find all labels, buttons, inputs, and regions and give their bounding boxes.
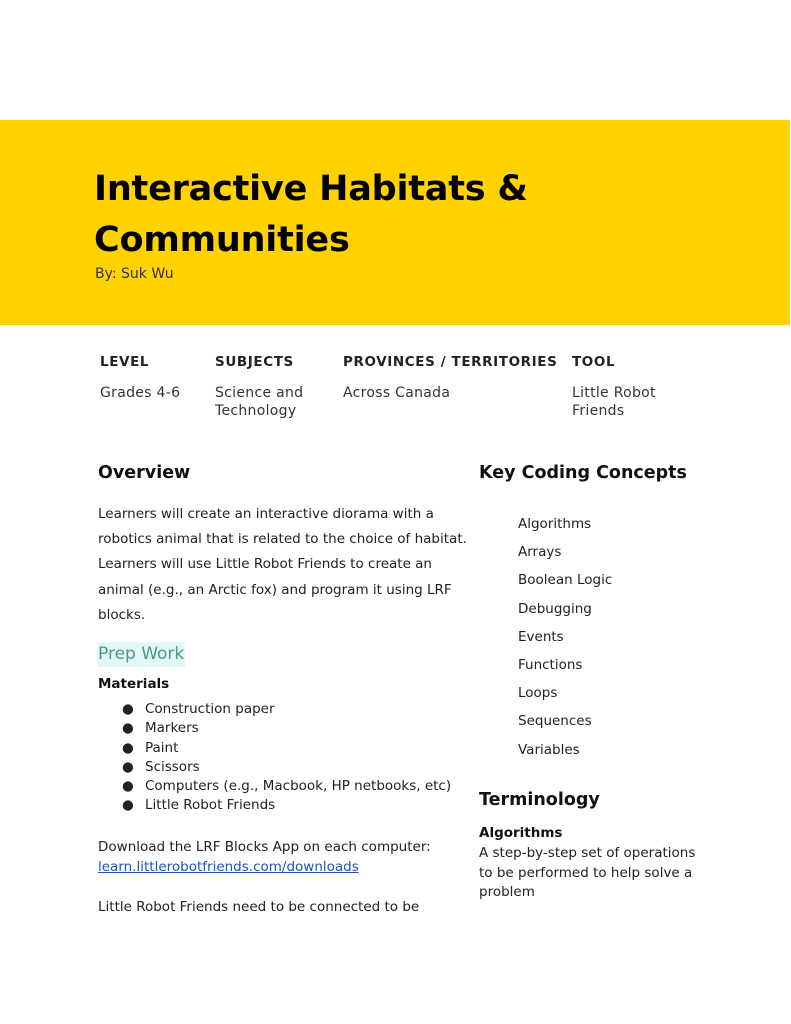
list-item [98,719,478,738]
bullet-icon: ● [122,778,134,795]
overview-body [98,502,468,628]
author-byline: By: Suk Wu [95,266,174,282]
overview-line: robotics animal that is related to the choice of habitat. [98,531,467,548]
material-label: Markers [145,720,199,737]
list-item: Sequences [518,713,592,730]
overview-line: animal (e.g., an Arctic fox) and program it using LRF [98,581,452,598]
meta-tool-label: TOOL [572,354,616,370]
overview-heading: Overview [98,463,191,483]
meta-subjects-value-line-1: Science and [215,385,304,401]
concepts-list [518,510,612,764]
prep-work-heading: Prep Work [97,642,185,667]
list-item: Boolean Logic [518,572,613,589]
meta-subjects-value [215,384,303,420]
list-item: Arrays [518,544,562,561]
meta-provinces [343,352,557,402]
page-title [94,164,694,266]
meta-level [100,352,180,402]
list-item [98,758,478,777]
connect-text: Little Robot Friends need to be connected to be [98,899,420,915]
meta-tool-value [572,384,656,420]
meta-tool-value-line-1: Little Robot [572,385,656,401]
list-item [98,739,478,758]
term-definition [479,844,709,903]
title-line-2: Communities [94,220,350,260]
material-label: Construction paper [145,701,275,717]
list-item: Loops [518,685,558,702]
list-item: Events [518,628,564,645]
meta-level-label: LEVEL [100,354,150,370]
download-instructions [98,838,478,877]
bullet-icon: ● [122,720,134,737]
overview-line: Learners will use Little Robot Friends to create an [98,556,432,573]
list-item: Functions [518,657,583,674]
overview-line: blocks. [98,606,146,623]
list-item [98,777,478,796]
title-line-1: Interactive Habitats & [94,169,528,209]
meta-subjects-label: SUBJECTS [215,354,294,370]
meta-provinces-value: Across Canada [343,385,451,401]
list-item: Debugging [518,600,592,617]
meta-level-value: Grades 4-6 [100,385,181,401]
meta-tool-value-line-2: Friends [572,403,625,419]
bullet-icon: ● [122,701,134,717]
meta-tool [572,352,656,420]
materials-list [98,700,478,816]
material-label: Little Robot Friends [145,797,276,814]
overview-line: Learners will create an interactive diorama with a [98,506,434,522]
meta-provinces-label: PROVINCES / TERRITORIES [343,354,558,370]
bullet-icon: ● [122,797,134,814]
list-item: Variables [518,741,580,758]
bullet-icon: ● [122,758,134,775]
terminology-heading: Terminology [479,790,600,810]
materials-label: Materials [98,676,170,692]
material-label: Scissors [145,758,200,775]
term-definition-line: to be performed to help solve a [479,864,693,881]
meta-subjects [215,352,303,420]
download-text: Download the LRF Blocks App on each computer: [98,839,431,855]
term-name: Algorithms [479,825,563,841]
material-label: Computers (e.g., Macbook, HP netbooks, etc) [145,778,452,795]
material-label: Paint [145,739,179,756]
list-item: Algorithms [518,516,592,532]
list-item [98,796,478,815]
list-item [98,700,478,719]
meta-subjects-value-line-2: Technology [215,403,297,419]
key-coding-concepts-heading: Key Coding Concepts [479,463,687,483]
term-definition-line: A step-by-step set of operations [479,845,696,861]
term-definition-line: problem [479,884,535,901]
download-link[interactable]: learn.littlerobotfriends.com/downloads [98,858,359,875]
bullet-icon: ● [122,739,134,756]
